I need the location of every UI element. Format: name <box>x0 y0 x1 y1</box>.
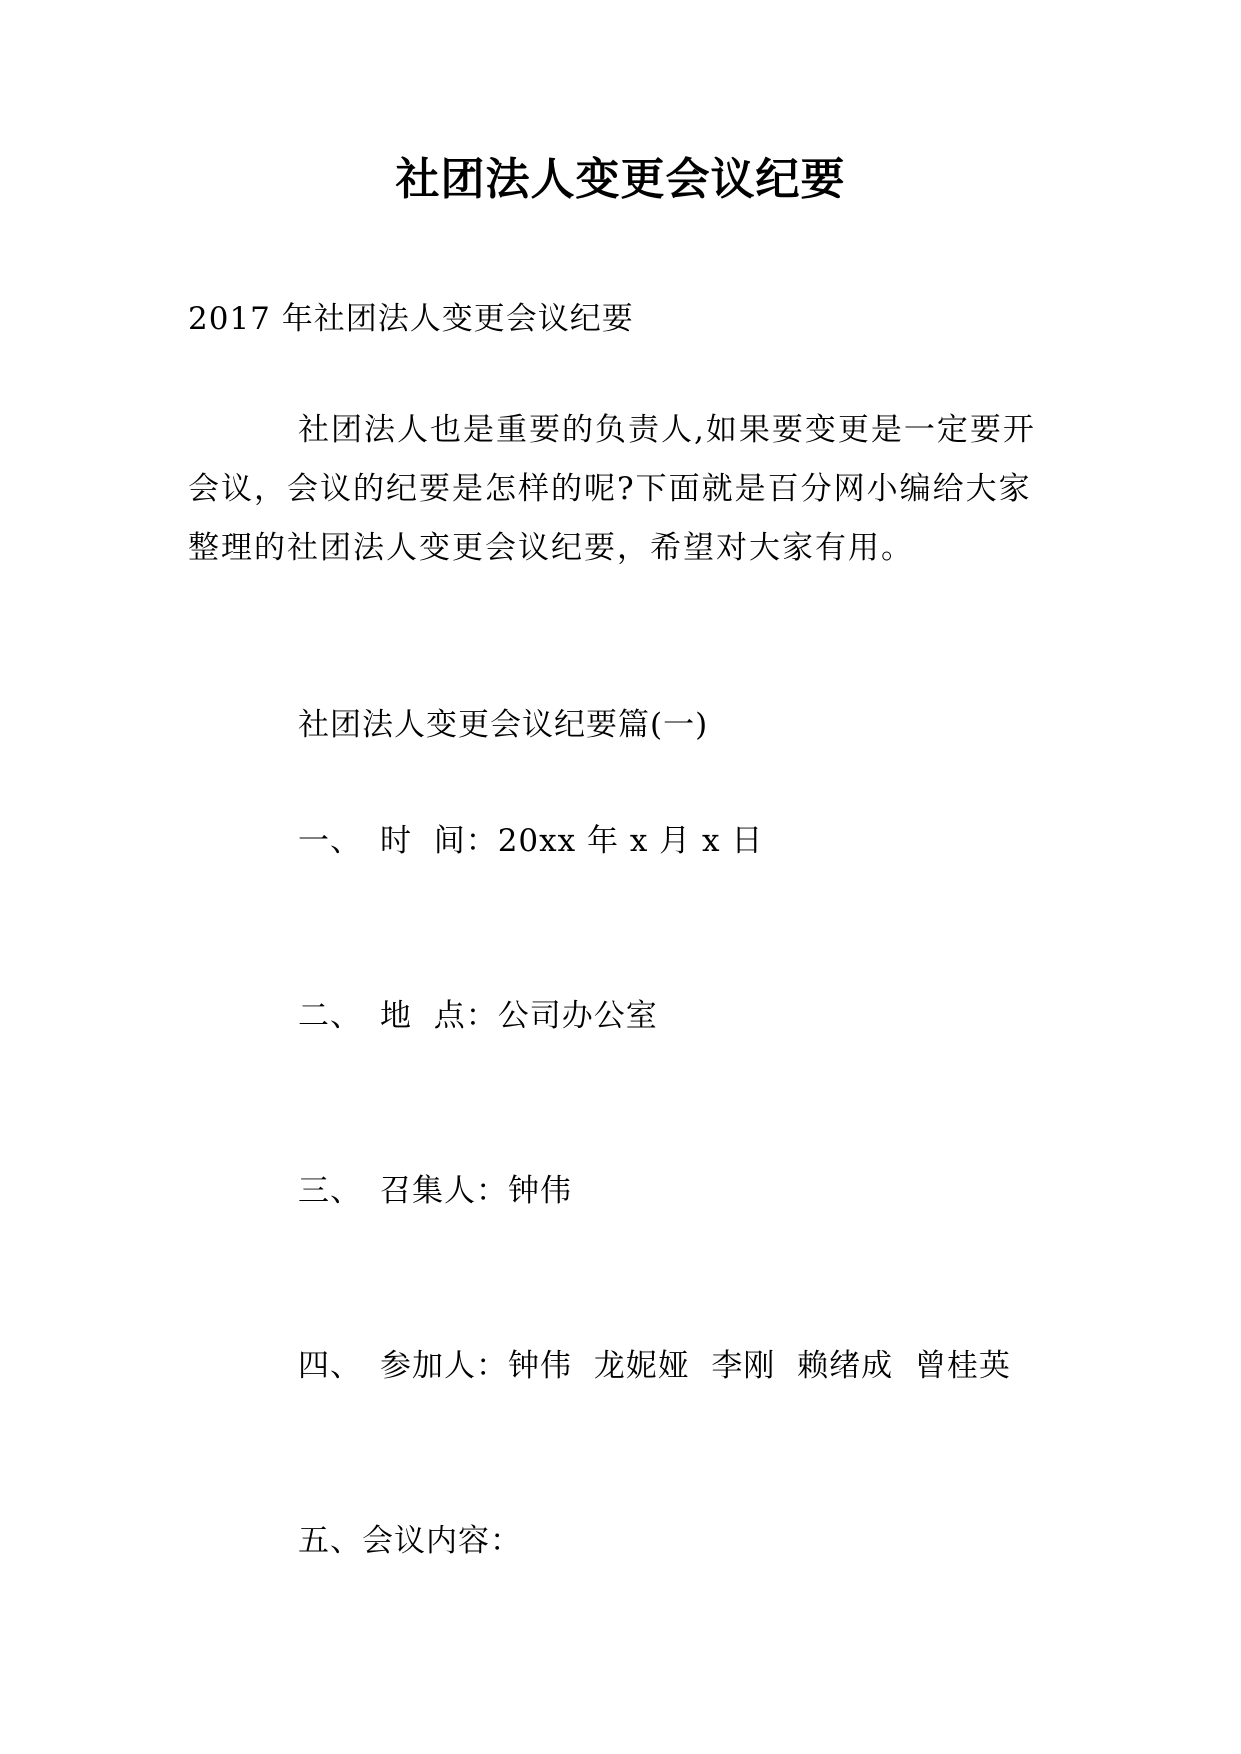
list-item-content <box>298 1512 522 1570</box>
section-heading: 社团法人变更会议纪要篇(一) <box>298 707 709 743</box>
list-item-number: 二、 <box>298 998 362 1034</box>
list-item-time <box>298 812 763 870</box>
list-item-number: 三、 <box>298 1173 362 1209</box>
list-item-text: 召集人：钟伟 <box>380 1173 572 1209</box>
document-title: 社团法人变更会议纪要 <box>395 154 846 205</box>
list-item-text: 会议内容： <box>362 1523 522 1559</box>
intro-line: 会议，会议的纪要是怎样的呢?下面就是百分网小编给大家 <box>188 471 1032 507</box>
list-item-text: 地 点：公司办公室 <box>380 998 658 1034</box>
intro-paragraph <box>188 401 1053 578</box>
list-item-number: 四、 <box>298 1348 362 1384</box>
list-item-participants <box>298 1337 1011 1395</box>
list-item-text: 时 间：20xx 年 x 月 x 日 <box>380 823 764 859</box>
intro-line: 社团法人也是重要的负责人,如果要变更是一定要开 <box>298 412 1036 448</box>
list-item-location <box>298 987 658 1045</box>
list-item-convener <box>298 1162 572 1220</box>
list-item-number: 一、 <box>298 823 362 859</box>
intro-line: 整理的社团法人变更会议纪要，希望对大家有用。 <box>188 530 914 566</box>
list-item-text: 参加人：钟伟 龙妮娅 李刚 赖绪成 曾桂英 <box>380 1348 1011 1384</box>
document-subtitle: 2017 年社团法人变更会议纪要 <box>188 301 634 337</box>
list-item-number: 五、 <box>298 1523 362 1559</box>
